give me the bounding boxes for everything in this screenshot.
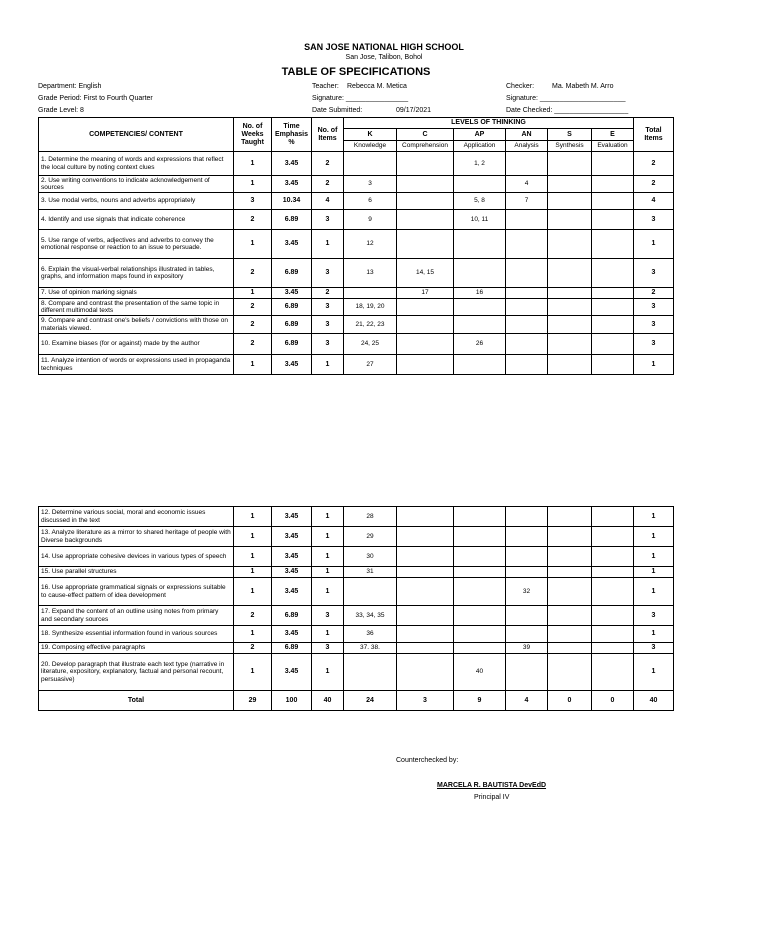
comprehension-cell: 17 bbox=[397, 288, 454, 299]
total-time-emphasis-cell: 100 bbox=[272, 691, 312, 711]
evaluation-cell bbox=[592, 643, 634, 654]
competency-cell: 16. Use appropriate grammatical signals or expressions suitable to cause-effect pattern of idea development bbox=[39, 578, 234, 606]
total-synthesis-cell: 0 bbox=[548, 691, 592, 711]
application-cell bbox=[454, 547, 506, 567]
weeks-cell: 1 bbox=[234, 230, 272, 259]
competency-cell: 8. Compare and contrast the presentation of the same topic in different multimodal texts bbox=[39, 299, 234, 316]
table-row bbox=[39, 210, 674, 230]
time-emphasis-cell: 3.45 bbox=[272, 567, 312, 578]
num-items-cell: 3 bbox=[312, 606, 344, 626]
total-items-cell: 2 bbox=[634, 288, 674, 299]
num-items-cell: 4 bbox=[312, 193, 344, 210]
weeks-cell: 2 bbox=[234, 316, 272, 334]
synthesis-cell bbox=[548, 547, 592, 567]
knowledge-cell: 27 bbox=[344, 355, 397, 375]
time-emphasis-cell: 3.45 bbox=[272, 176, 312, 193]
document-title: TABLE OF SPECIFICATIONS bbox=[281, 66, 431, 78]
total-items-cell: 3 bbox=[634, 316, 674, 334]
competency-cell: 19. Composing effective paragraphs bbox=[39, 643, 234, 654]
weeks-cell: 1 bbox=[234, 355, 272, 375]
evaluation-cell bbox=[592, 176, 634, 193]
application-cell bbox=[454, 355, 506, 375]
time-emphasis-cell: 6.89 bbox=[272, 606, 312, 626]
analysis-cell bbox=[506, 288, 548, 299]
table-row bbox=[39, 288, 674, 299]
knowledge-cell bbox=[344, 288, 397, 299]
comprehension-cell bbox=[397, 193, 454, 210]
level-name: Comprehension bbox=[397, 141, 454, 152]
num-items-cell: 3 bbox=[312, 299, 344, 316]
table-row bbox=[39, 299, 674, 316]
weeks-cell: 1 bbox=[234, 176, 272, 193]
num-items-cell: 1 bbox=[312, 578, 344, 606]
competency-cell: 4. Identify and use signals that indicate coherence bbox=[39, 210, 234, 230]
weeks-cell: 1 bbox=[234, 578, 272, 606]
application-cell bbox=[454, 507, 506, 527]
header-weeks: No. of Weeks Taught bbox=[234, 118, 272, 152]
table-row bbox=[39, 547, 674, 567]
analysis-cell: 7 bbox=[506, 193, 548, 210]
synthesis-cell bbox=[548, 299, 592, 316]
comprehension-cell bbox=[397, 527, 454, 547]
num-items-cell: 1 bbox=[312, 507, 344, 527]
competency-cell: 13. Analyze literature as a mirror to shared heritage of people with Diverse backgrounds bbox=[39, 527, 234, 547]
synthesis-cell bbox=[548, 527, 592, 547]
synthesis-cell bbox=[548, 230, 592, 259]
application-cell bbox=[454, 567, 506, 578]
evaluation-cell bbox=[592, 288, 634, 299]
table-row bbox=[39, 643, 674, 654]
total-items-cell: 3 bbox=[634, 210, 674, 230]
date-submitted-label: Date Submitted: bbox=[312, 107, 363, 114]
evaluation-cell bbox=[592, 606, 634, 626]
evaluation-cell bbox=[592, 626, 634, 643]
synthesis-cell bbox=[548, 626, 592, 643]
knowledge-cell: 33, 34, 35 bbox=[344, 606, 397, 626]
evaluation-cell bbox=[592, 355, 634, 375]
level-name: Analysis bbox=[506, 141, 548, 152]
weeks-cell: 1 bbox=[234, 567, 272, 578]
application-cell: 16 bbox=[454, 288, 506, 299]
application-cell: 1, 2 bbox=[454, 152, 506, 176]
comprehension-cell bbox=[397, 152, 454, 176]
total-knowledge-cell: 24 bbox=[344, 691, 397, 711]
evaluation-cell bbox=[592, 152, 634, 176]
time-emphasis-cell: 3.45 bbox=[272, 527, 312, 547]
competency-cell: 5. Use range of verbs, adjectives and adverbs to convey the emotional response or reaction to an issue to persuade. bbox=[39, 230, 234, 259]
checker-label: Checker: bbox=[506, 83, 535, 90]
comprehension-cell bbox=[397, 547, 454, 567]
competency-cell: 10. Examine biases (for or against) made by the author bbox=[39, 334, 234, 355]
analysis-cell bbox=[506, 355, 548, 375]
table-row bbox=[39, 259, 674, 288]
evaluation-cell bbox=[592, 210, 634, 230]
weeks-cell: 3 bbox=[234, 193, 272, 210]
specifications-table-continued bbox=[38, 506, 674, 711]
competency-cell: 7. Use of opinion marking signals bbox=[39, 288, 234, 299]
time-emphasis-cell: 3.45 bbox=[272, 288, 312, 299]
total-items-cell: 1 bbox=[634, 626, 674, 643]
synthesis-cell bbox=[548, 507, 592, 527]
grade-period: Grade Period: First to Fourth Quarter bbox=[38, 95, 153, 102]
knowledge-cell: 12 bbox=[344, 230, 397, 259]
knowledge-cell: 9 bbox=[344, 210, 397, 230]
time-emphasis-cell: 3.45 bbox=[272, 547, 312, 567]
competency-cell: 20. Develop paragraph that illustrate each text type (narrative in literature, expository, explanatory, factual and personal recount, persuasive) bbox=[39, 654, 234, 691]
weeks-cell: 1 bbox=[234, 288, 272, 299]
num-items-cell: 2 bbox=[312, 176, 344, 193]
header-items: No. of Items bbox=[312, 118, 344, 152]
time-emphasis-cell: 3.45 bbox=[272, 654, 312, 691]
competency-cell: 14. Use appropriate cohesive devices in various types of speech bbox=[39, 547, 234, 567]
analysis-cell bbox=[506, 316, 548, 334]
table-row bbox=[39, 527, 674, 547]
checker-signature: Signature: ______________________ bbox=[506, 95, 626, 102]
synthesis-cell bbox=[548, 355, 592, 375]
header-competencies: COMPETENCIES/ CONTENT bbox=[39, 118, 234, 152]
table-row bbox=[39, 152, 674, 176]
evaluation-cell bbox=[592, 547, 634, 567]
time-emphasis-cell: 6.89 bbox=[272, 316, 312, 334]
table-row bbox=[39, 176, 674, 193]
num-items-cell: 2 bbox=[312, 152, 344, 176]
comprehension-cell bbox=[397, 643, 454, 654]
knowledge-cell: 31 bbox=[344, 567, 397, 578]
weeks-cell: 2 bbox=[234, 299, 272, 316]
synthesis-cell bbox=[548, 210, 592, 230]
application-cell bbox=[454, 316, 506, 334]
comprehension-cell bbox=[397, 210, 454, 230]
time-emphasis-cell: 3.45 bbox=[272, 152, 312, 176]
checker-name: Ma. Mabeth M. Arro bbox=[552, 83, 614, 90]
analysis-cell bbox=[506, 606, 548, 626]
comprehension-cell bbox=[397, 654, 454, 691]
weeks-cell: 2 bbox=[234, 259, 272, 288]
total-items-cell: 3 bbox=[634, 606, 674, 626]
synthesis-cell bbox=[548, 334, 592, 355]
num-items-cell: 2 bbox=[312, 288, 344, 299]
table-row bbox=[39, 316, 674, 334]
knowledge-cell bbox=[344, 152, 397, 176]
evaluation-cell bbox=[592, 334, 634, 355]
evaluation-cell bbox=[592, 507, 634, 527]
header-time: Time Emphasis % bbox=[272, 118, 312, 152]
competency-cell: 12. Determine various social, moral and economic issues discussed in the text bbox=[39, 507, 234, 527]
level-code: K bbox=[344, 129, 397, 141]
synthesis-cell bbox=[548, 152, 592, 176]
num-items-cell: 3 bbox=[312, 643, 344, 654]
school-address: San Jose, Talibon, Bohol bbox=[345, 54, 423, 61]
weeks-cell: 2 bbox=[234, 643, 272, 654]
evaluation-cell bbox=[592, 316, 634, 334]
department: Department: English bbox=[38, 83, 102, 90]
comprehension-cell bbox=[397, 626, 454, 643]
knowledge-cell: 36 bbox=[344, 626, 397, 643]
principal-title: Principal IV bbox=[474, 794, 510, 801]
num-items-cell: 3 bbox=[312, 259, 344, 288]
comprehension-cell bbox=[397, 316, 454, 334]
analysis-cell bbox=[506, 152, 548, 176]
level-name: Evaluation bbox=[592, 141, 634, 152]
application-cell: 5, 8 bbox=[454, 193, 506, 210]
synthesis-cell bbox=[548, 606, 592, 626]
evaluation-cell bbox=[592, 230, 634, 259]
total-row bbox=[39, 691, 674, 711]
header-total: Total Items bbox=[634, 118, 674, 152]
competency-cell: 6. Explain the visual-verbal relationships illustrated in tables, graphs, and information maps found in expository bbox=[39, 259, 234, 288]
application-cell bbox=[454, 259, 506, 288]
analysis-cell bbox=[506, 230, 548, 259]
analysis-cell bbox=[506, 259, 548, 288]
weeks-cell: 2 bbox=[234, 210, 272, 230]
table-row bbox=[39, 578, 674, 606]
total-num-items-cell: 40 bbox=[312, 691, 344, 711]
analysis-cell: 32 bbox=[506, 578, 548, 606]
time-emphasis-cell: 6.89 bbox=[272, 334, 312, 355]
total-items-cell: 1 bbox=[634, 527, 674, 547]
teacher-name: Rebecca M. Metica bbox=[347, 83, 407, 90]
comprehension-cell bbox=[397, 334, 454, 355]
time-emphasis-cell: 10.34 bbox=[272, 193, 312, 210]
total-items-cell: 1 bbox=[634, 355, 674, 375]
num-items-cell: 3 bbox=[312, 334, 344, 355]
table-row bbox=[39, 626, 674, 643]
level-name: Knowledge bbox=[344, 141, 397, 152]
table-row bbox=[39, 193, 674, 210]
table-row bbox=[39, 230, 674, 259]
date-checked: Date Checked: ___________________ bbox=[506, 107, 629, 114]
comprehension-cell bbox=[397, 230, 454, 259]
teacher-signature: Signature: ________________ bbox=[312, 95, 409, 102]
level-code: S bbox=[548, 129, 592, 141]
table-row bbox=[39, 355, 674, 375]
competency-cell: 17. Expand the content of an outline using notes from primary and secondary sources bbox=[39, 606, 234, 626]
total-items-cell: 2 bbox=[634, 152, 674, 176]
comprehension-cell: 14, 15 bbox=[397, 259, 454, 288]
application-cell bbox=[454, 176, 506, 193]
total-total-items-cell: 40 bbox=[634, 691, 674, 711]
analysis-cell: 39 bbox=[506, 643, 548, 654]
comprehension-cell bbox=[397, 567, 454, 578]
knowledge-cell: 24, 25 bbox=[344, 334, 397, 355]
competency-cell: 15. Use parallel structures bbox=[39, 567, 234, 578]
weeks-cell: 1 bbox=[234, 527, 272, 547]
time-emphasis-cell: 3.45 bbox=[272, 355, 312, 375]
knowledge-cell: 30 bbox=[344, 547, 397, 567]
time-emphasis-cell: 3.45 bbox=[272, 626, 312, 643]
synthesis-cell bbox=[548, 578, 592, 606]
evaluation-cell bbox=[592, 259, 634, 288]
knowledge-cell: 37. 38. bbox=[344, 643, 397, 654]
total-comprehension-cell: 3 bbox=[397, 691, 454, 711]
application-cell bbox=[454, 643, 506, 654]
analysis-cell bbox=[506, 334, 548, 355]
knowledge-cell: 18, 19, 20 bbox=[344, 299, 397, 316]
time-emphasis-cell: 3.45 bbox=[272, 230, 312, 259]
time-emphasis-cell: 3.45 bbox=[272, 507, 312, 527]
num-items-cell: 3 bbox=[312, 316, 344, 334]
weeks-cell: 1 bbox=[234, 152, 272, 176]
time-emphasis-cell: 6.89 bbox=[272, 299, 312, 316]
competency-cell: 2. Use writing conventions to indicate acknowledgement of sources bbox=[39, 176, 234, 193]
competency-cell: 18. Synthesize essential information found in various sources bbox=[39, 626, 234, 643]
knowledge-cell: 29 bbox=[344, 527, 397, 547]
time-emphasis-cell: 6.89 bbox=[272, 643, 312, 654]
application-cell bbox=[454, 606, 506, 626]
total-items-cell: 1 bbox=[634, 567, 674, 578]
analysis-cell bbox=[506, 567, 548, 578]
weeks-cell: 1 bbox=[234, 654, 272, 691]
table-row bbox=[39, 334, 674, 355]
comprehension-cell bbox=[397, 578, 454, 606]
num-items-cell: 1 bbox=[312, 547, 344, 567]
synthesis-cell bbox=[548, 259, 592, 288]
total-competency-cell: Total bbox=[39, 691, 234, 711]
principal-name: MARCELA R. BAUTISTA DevEdD bbox=[437, 782, 547, 789]
level-name: Synthesis bbox=[548, 141, 592, 152]
synthesis-cell bbox=[548, 193, 592, 210]
synthesis-cell bbox=[548, 316, 592, 334]
knowledge-cell bbox=[344, 578, 397, 606]
application-cell bbox=[454, 578, 506, 606]
table-row bbox=[39, 507, 674, 527]
competency-cell: 11. Analyze intention of words or expressions used in propaganda techniques bbox=[39, 355, 234, 375]
total-items-cell: 1 bbox=[634, 578, 674, 606]
knowledge-cell bbox=[344, 654, 397, 691]
num-items-cell: 1 bbox=[312, 567, 344, 578]
num-items-cell: 1 bbox=[312, 355, 344, 375]
analysis-cell bbox=[506, 527, 548, 547]
application-cell bbox=[454, 626, 506, 643]
specifications-table bbox=[38, 117, 674, 375]
total-evaluation-cell: 0 bbox=[592, 691, 634, 711]
time-emphasis-cell: 6.89 bbox=[272, 259, 312, 288]
time-emphasis-cell: 3.45 bbox=[272, 578, 312, 606]
comprehension-cell bbox=[397, 507, 454, 527]
evaluation-cell bbox=[592, 567, 634, 578]
weeks-cell: 1 bbox=[234, 507, 272, 527]
comprehension-cell bbox=[397, 299, 454, 316]
weeks-cell: 1 bbox=[234, 626, 272, 643]
competency-cell: 3. Use modal verbs, nouns and adverbs appropriately bbox=[39, 193, 234, 210]
comprehension-cell bbox=[397, 606, 454, 626]
level-code: AN bbox=[506, 129, 548, 141]
num-items-cell: 3 bbox=[312, 210, 344, 230]
comprehension-cell bbox=[397, 176, 454, 193]
num-items-cell: 1 bbox=[312, 654, 344, 691]
total-items-cell: 1 bbox=[634, 230, 674, 259]
total-items-cell: 3 bbox=[634, 259, 674, 288]
num-items-cell: 1 bbox=[312, 230, 344, 259]
knowledge-cell: 3 bbox=[344, 176, 397, 193]
application-cell: 26 bbox=[454, 334, 506, 355]
synthesis-cell bbox=[548, 567, 592, 578]
application-cell bbox=[454, 527, 506, 547]
competency-cell: 1. Determine the meaning of words and expressions that reflect the local culture by noting context clues bbox=[39, 152, 234, 176]
analysis-cell bbox=[506, 626, 548, 643]
competency-cell: 9. Compare and contrast one's beliefs / convictions with those on materials viewed. bbox=[39, 316, 234, 334]
level-code: E bbox=[592, 129, 634, 141]
total-items-cell: 4 bbox=[634, 193, 674, 210]
total-application-cell: 9 bbox=[454, 691, 506, 711]
header-levels: LEVELS OF THINKING bbox=[344, 118, 634, 129]
total-items-cell: 3 bbox=[634, 643, 674, 654]
evaluation-cell bbox=[592, 578, 634, 606]
evaluation-cell bbox=[592, 193, 634, 210]
comprehension-cell bbox=[397, 355, 454, 375]
total-items-cell: 3 bbox=[634, 334, 674, 355]
knowledge-cell: 21, 22, 23 bbox=[344, 316, 397, 334]
knowledge-cell: 6 bbox=[344, 193, 397, 210]
table-row bbox=[39, 654, 674, 691]
synthesis-cell bbox=[548, 176, 592, 193]
table-row bbox=[39, 606, 674, 626]
evaluation-cell bbox=[592, 654, 634, 691]
level-name: Application bbox=[454, 141, 506, 152]
total-analysis-cell: 4 bbox=[506, 691, 548, 711]
weeks-cell: 1 bbox=[234, 547, 272, 567]
counterchecked-label: Counterchecked by: bbox=[396, 757, 459, 764]
knowledge-cell: 28 bbox=[344, 507, 397, 527]
level-code: C bbox=[397, 129, 454, 141]
teacher-label: Teacher: bbox=[312, 83, 339, 90]
analysis-cell bbox=[506, 547, 548, 567]
num-items-cell: 1 bbox=[312, 527, 344, 547]
application-cell: 40 bbox=[454, 654, 506, 691]
evaluation-cell bbox=[592, 527, 634, 547]
analysis-cell bbox=[506, 210, 548, 230]
synthesis-cell bbox=[548, 288, 592, 299]
level-code: AP bbox=[454, 129, 506, 141]
knowledge-cell: 13 bbox=[344, 259, 397, 288]
table-row bbox=[39, 567, 674, 578]
time-emphasis-cell: 6.89 bbox=[272, 210, 312, 230]
application-cell bbox=[454, 299, 506, 316]
analysis-cell bbox=[506, 507, 548, 527]
analysis-cell bbox=[506, 654, 548, 691]
application-cell: 10, 11 bbox=[454, 210, 506, 230]
weeks-cell: 2 bbox=[234, 606, 272, 626]
synthesis-cell bbox=[548, 643, 592, 654]
school-name: SAN JOSE NATIONAL HIGH SCHOOL bbox=[304, 42, 464, 52]
total-items-cell: 1 bbox=[634, 654, 674, 691]
total-items-cell: 1 bbox=[634, 507, 674, 527]
total-items-cell: 2 bbox=[634, 176, 674, 193]
application-cell bbox=[454, 230, 506, 259]
date-submitted: 09/17/2021 bbox=[396, 107, 432, 114]
grade-level: Grade Level: 8 bbox=[38, 107, 84, 114]
analysis-cell: 4 bbox=[506, 176, 548, 193]
weeks-cell: 2 bbox=[234, 334, 272, 355]
num-items-cell: 1 bbox=[312, 626, 344, 643]
total-items-cell: 1 bbox=[634, 547, 674, 567]
total-items-cell: 3 bbox=[634, 299, 674, 316]
analysis-cell bbox=[506, 299, 548, 316]
total-weeks-cell: 29 bbox=[234, 691, 272, 711]
evaluation-cell bbox=[592, 299, 634, 316]
synthesis-cell bbox=[548, 654, 592, 691]
